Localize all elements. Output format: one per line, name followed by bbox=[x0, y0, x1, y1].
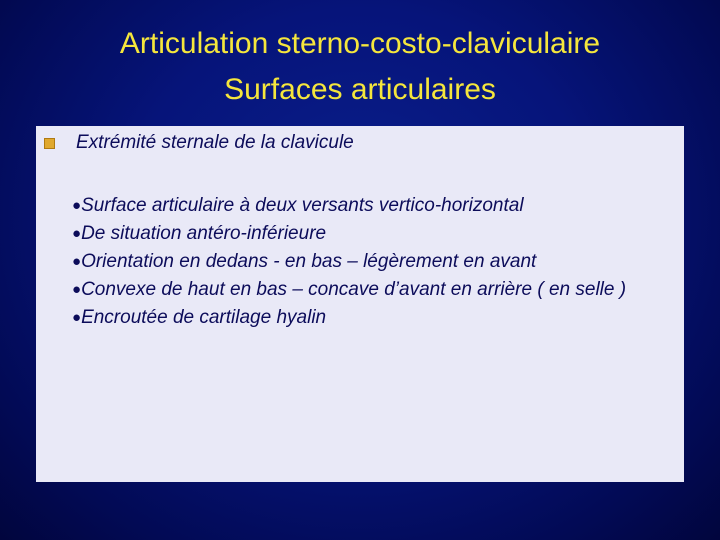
bullet-dot-icon: ● bbox=[72, 253, 82, 270]
square-bullet-icon bbox=[44, 138, 55, 149]
list-item-text: De situation antéro-inférieure bbox=[81, 223, 327, 244]
slide-title bbox=[0, 24, 720, 110]
section-heading: Extrémité sternale de la clavicule bbox=[76, 132, 354, 153]
list-item-text: Convexe de haut en bas – concave d’avant en arrière ( en selle ) bbox=[81, 279, 627, 300]
list-item bbox=[72, 276, 672, 304]
list-item-text: Encroutée de cartilage hyalin bbox=[81, 307, 327, 328]
bullet-dot-icon: ● bbox=[72, 197, 82, 214]
list-item bbox=[72, 220, 672, 248]
title-line-2: Surfaces articulaires bbox=[224, 73, 496, 106]
list-item-text: Orientation en dedans - en bas – légèrement en avant bbox=[81, 251, 537, 272]
bullet-dot-icon: ● bbox=[72, 309, 82, 326]
bullet-dot-icon: ● bbox=[72, 281, 82, 298]
bullet-dot-icon: ● bbox=[72, 225, 82, 242]
list-item bbox=[72, 192, 672, 220]
title-line-1: Articulation sterno-costo-claviculaire bbox=[119, 27, 601, 60]
list-item bbox=[72, 304, 672, 332]
list-item-text: Surface articulaire à deux versants vertico-horizontal bbox=[81, 195, 524, 216]
bullet-list bbox=[72, 192, 672, 332]
list-item bbox=[72, 248, 672, 276]
